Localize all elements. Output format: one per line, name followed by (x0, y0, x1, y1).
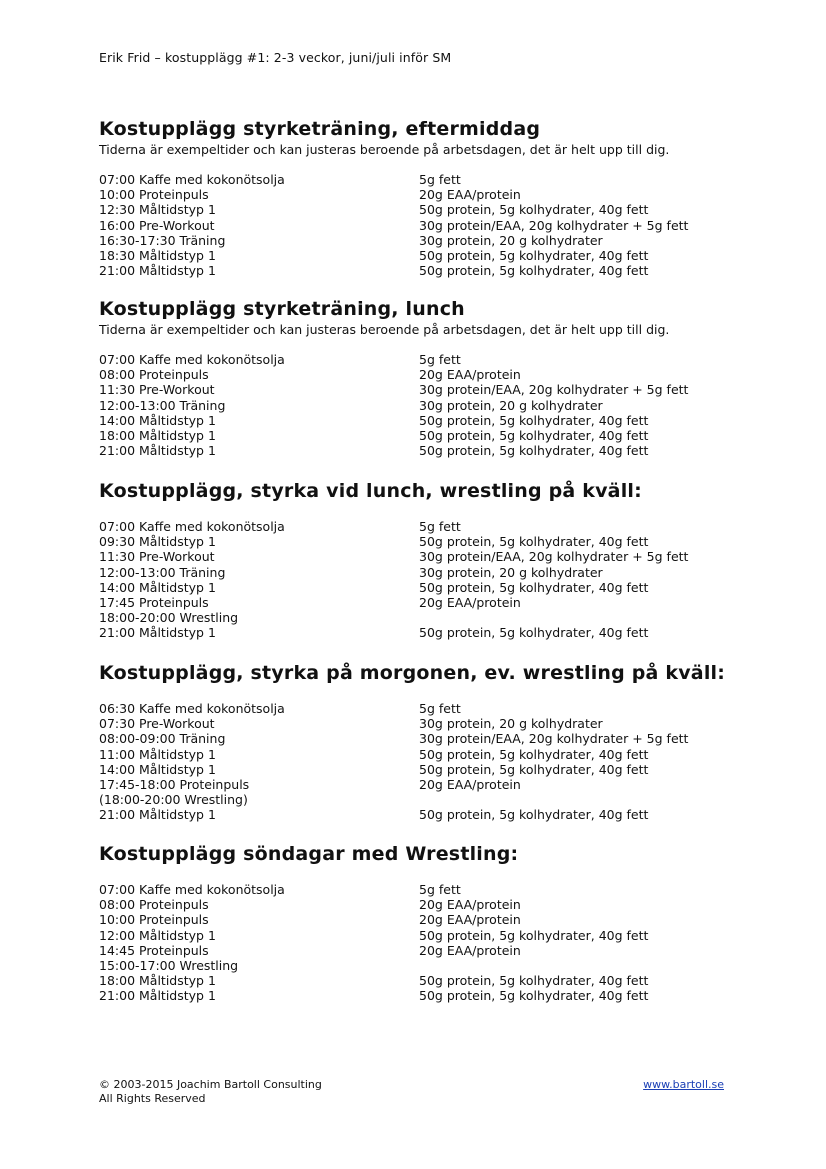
schedule-macros: 30g protein/EAA, 20g kolhydrater + 5g fett (419, 549, 689, 565)
schedule-time-activity: 12:30 Måltidstyp 1 (99, 202, 216, 218)
section-title: Kostupplägg söndagar med Wrestling: (99, 843, 519, 865)
schedule-time-activity: 11:30 Pre-Workout (99, 549, 215, 565)
schedule-time-activity: 07:00 Kaffe med kokonötsolja (99, 519, 285, 534)
schedule-row (99, 943, 739, 958)
schedule-time-activity: 17:45-18:00 Proteinpuls (99, 776, 250, 792)
schedule-time-activity: 21:00 Måltidstyp 1 (99, 443, 216, 459)
schedule-macros: 5g fett (419, 519, 461, 534)
schedule-macros: 50g protein, 5g kolhydrater, 40g fett (419, 625, 649, 641)
schedule-time-activity: 16:30-17:30 Träning (99, 232, 226, 248)
schedule-macros: 50g protein, 5g kolhydrater, 40g fett (419, 534, 649, 550)
schedule-row (99, 428, 739, 443)
schedule-time-activity: 16:00 Pre-Workout (99, 217, 215, 233)
schedule-row (99, 549, 739, 564)
section-morning-wrestling (99, 660, 739, 823)
schedule-row (99, 580, 739, 595)
schedule-time-activity: 12:00-13:00 Träning (99, 397, 226, 413)
schedule-row (99, 565, 739, 580)
schedule-time-activity: 10:00 Proteinpuls (99, 912, 209, 928)
schedule-row (99, 731, 739, 746)
schedule-row (99, 792, 739, 807)
schedule-row (99, 382, 739, 397)
schedule-list (99, 519, 739, 641)
schedule-time-activity: 06:30 Kaffe med kokonötsolja (99, 701, 285, 716)
schedule-macros: 30g protein/EAA, 20g kolhydrater + 5g fett (419, 217, 689, 233)
schedule-time-activity: 18:00 Måltidstyp 1 (99, 427, 216, 443)
schedule-time-activity: 18:30 Måltidstyp 1 (99, 247, 216, 263)
section-title: Kostupplägg styrketräning, lunch (99, 298, 465, 320)
schedule-time-activity: 18:00-20:00 Wrestling (99, 610, 239, 626)
schedule-time-activity: 11:00 Måltidstyp 1 (99, 746, 216, 762)
schedule-row (99, 988, 739, 1003)
schedule-time-activity: 14:45 Proteinpuls (99, 942, 209, 958)
schedule-row (99, 958, 739, 973)
schedule-time-activity: 10:00 Proteinpuls (99, 187, 209, 203)
schedule-row (99, 202, 739, 217)
schedule-row (99, 519, 739, 534)
schedule-time-activity: 08:00 Proteinpuls (99, 367, 209, 383)
schedule-time-activity: 08:00-09:00 Träning (99, 731, 226, 747)
schedule-time-activity: 08:00 Proteinpuls (99, 897, 209, 913)
schedule-row (99, 747, 739, 762)
schedule-list (99, 882, 739, 1004)
schedule-time-activity: 14:00 Måltidstyp 1 (99, 579, 216, 595)
schedule-time-activity: (18:00-20:00 Wrestling) (99, 792, 248, 808)
schedule-row (99, 248, 739, 263)
schedule-row (99, 777, 739, 792)
schedule-time-activity: 21:00 Måltidstyp 1 (99, 263, 216, 279)
schedule-macros: 30g protein, 20 g kolhydrater (419, 397, 603, 413)
schedule-time-activity: 21:00 Måltidstyp 1 (99, 625, 216, 641)
schedule-macros: 50g protein, 5g kolhydrater, 40g fett (419, 988, 649, 1004)
schedule-time-activity: 07:00 Kaffe med kokonötsolja (99, 352, 285, 367)
schedule-row (99, 762, 739, 777)
schedule-row (99, 701, 739, 716)
section-intro: Tiderna är exempeltider och kan justeras beroende på arbetsdagen, det är helt upp till dig. (99, 142, 670, 157)
schedule-time-activity: 09:30 Måltidstyp 1 (99, 534, 216, 550)
section-intro: Tiderna är exempeltider och kan justeras beroende på arbetsdagen, det är helt upp till dig. (99, 322, 670, 337)
schedule-list (99, 172, 739, 278)
schedule-row (99, 367, 739, 382)
schedule-row (99, 233, 739, 248)
schedule-row (99, 912, 739, 927)
rights-text: All Rights Reserved (99, 1092, 206, 1105)
schedule-macros: 50g protein, 5g kolhydrater, 40g fett (419, 746, 649, 762)
schedule-macros: 30g protein/EAA, 20g kolhydrater + 5g fett (419, 382, 689, 398)
schedule-row (99, 218, 739, 233)
schedule-macros: 50g protein, 5g kolhydrater, 40g fett (419, 761, 649, 777)
schedule-macros: 20g EAA/protein (419, 594, 521, 610)
schedule-macros: 30g protein, 20 g kolhydrater (419, 232, 603, 248)
schedule-macros: 50g protein, 5g kolhydrater, 40g fett (419, 443, 649, 459)
schedule-macros: 20g EAA/protein (419, 942, 521, 958)
section-title: Kostupplägg styrketräning, eftermiddag (99, 118, 541, 140)
schedule-time-activity: 12:00-13:00 Träning (99, 564, 226, 580)
schedule-macros: 50g protein, 5g kolhydrater, 40g fett (419, 202, 649, 218)
schedule-macros: 30g protein, 20 g kolhydrater (419, 564, 603, 580)
schedule-macros: 50g protein, 5g kolhydrater, 40g fett (419, 263, 649, 279)
schedule-row (99, 263, 739, 278)
schedule-macros (419, 610, 739, 625)
schedule-macros: 50g protein, 5g kolhydrater, 40g fett (419, 427, 649, 443)
schedule-row (99, 882, 739, 897)
schedule-row (99, 172, 739, 187)
schedule-macros: 50g protein, 5g kolhydrater, 40g fett (419, 973, 649, 989)
schedule-macros: 20g EAA/protein (419, 367, 521, 383)
schedule-macros: 50g protein, 5g kolhydrater, 40g fett (419, 927, 649, 943)
section-title: Kostupplägg, styrka på morgonen, ev. wrestling på kväll: (99, 662, 726, 684)
schedule-macros (419, 792, 739, 807)
schedule-macros: 5g fett (419, 352, 461, 367)
schedule-macros (419, 958, 739, 973)
schedule-row (99, 352, 739, 367)
schedule-row (99, 716, 739, 731)
section-lunch (99, 296, 739, 458)
schedule-macros: 20g EAA/protein (419, 897, 521, 913)
schedule-list (99, 701, 739, 823)
schedule-row (99, 534, 739, 549)
schedule-time-activity: 17:45 Proteinpuls (99, 594, 209, 610)
schedule-time-activity: 21:00 Måltidstyp 1 (99, 988, 216, 1004)
schedule-row (99, 928, 739, 943)
schedule-list (99, 352, 739, 458)
schedule-time-activity: 12:00 Måltidstyp 1 (99, 927, 216, 943)
schedule-time-activity: 15:00-17:00 Wrestling (99, 957, 239, 973)
schedule-time-activity: 14:00 Måltidstyp 1 (99, 761, 216, 777)
schedule-time-activity: 21:00 Måltidstyp 1 (99, 807, 216, 823)
schedule-time-activity: 07:00 Kaffe med kokonötsolja (99, 172, 285, 187)
schedule-row (99, 973, 739, 988)
schedule-macros: 30g protein/EAA, 20g kolhydrater + 5g fett (419, 731, 689, 747)
section-title: Kostupplägg, styrka vid lunch, wrestling på kväll: (99, 480, 642, 502)
schedule-row (99, 187, 739, 202)
schedule-row (99, 413, 739, 428)
schedule-time-activity: 18:00 Måltidstyp 1 (99, 973, 216, 989)
website-link[interactable]: www.bartoll.se (643, 1078, 724, 1091)
schedule-macros: 5g fett (419, 701, 461, 716)
schedule-row (99, 398, 739, 413)
section-afternoon (99, 116, 739, 278)
schedule-time-activity: 11:30 Pre-Workout (99, 382, 215, 398)
schedule-row (99, 807, 739, 822)
schedule-macros: 50g protein, 5g kolhydrater, 40g fett (419, 807, 649, 823)
schedule-row (99, 610, 739, 625)
schedule-time-activity: 14:00 Måltidstyp 1 (99, 412, 216, 428)
schedule-macros: 50g protein, 5g kolhydrater, 40g fett (419, 412, 649, 428)
schedule-row (99, 595, 739, 610)
schedule-macros: 5g fett (419, 172, 461, 187)
schedule-row (99, 443, 739, 458)
schedule-row (99, 897, 739, 912)
schedule-row (99, 625, 739, 640)
page-header: Erik Frid – kostupplägg #1: 2-3 veckor, juni/juli inför SM (99, 50, 452, 65)
schedule-macros: 50g protein, 5g kolhydrater, 40g fett (419, 579, 649, 595)
schedule-macros: 20g EAA/protein (419, 776, 521, 792)
schedule-macros: 30g protein, 20 g kolhydrater (419, 716, 603, 732)
copyright-text: © 2003-2015 Joachim Bartoll Consulting (99, 1078, 322, 1091)
schedule-time-activity: 07:00 Kaffe med kokonötsolja (99, 882, 285, 897)
section-lunch-wrestling (99, 478, 739, 641)
schedule-time-activity: 07:30 Pre-Workout (99, 716, 215, 732)
schedule-macros: 5g fett (419, 882, 461, 897)
schedule-macros: 20g EAA/protein (419, 912, 521, 928)
section-sunday-wrestling (99, 841, 739, 1004)
schedule-macros: 20g EAA/protein (419, 187, 521, 203)
footer-copyright (99, 1078, 322, 1106)
schedule-macros: 50g protein, 5g kolhydrater, 40g fett (419, 247, 649, 263)
